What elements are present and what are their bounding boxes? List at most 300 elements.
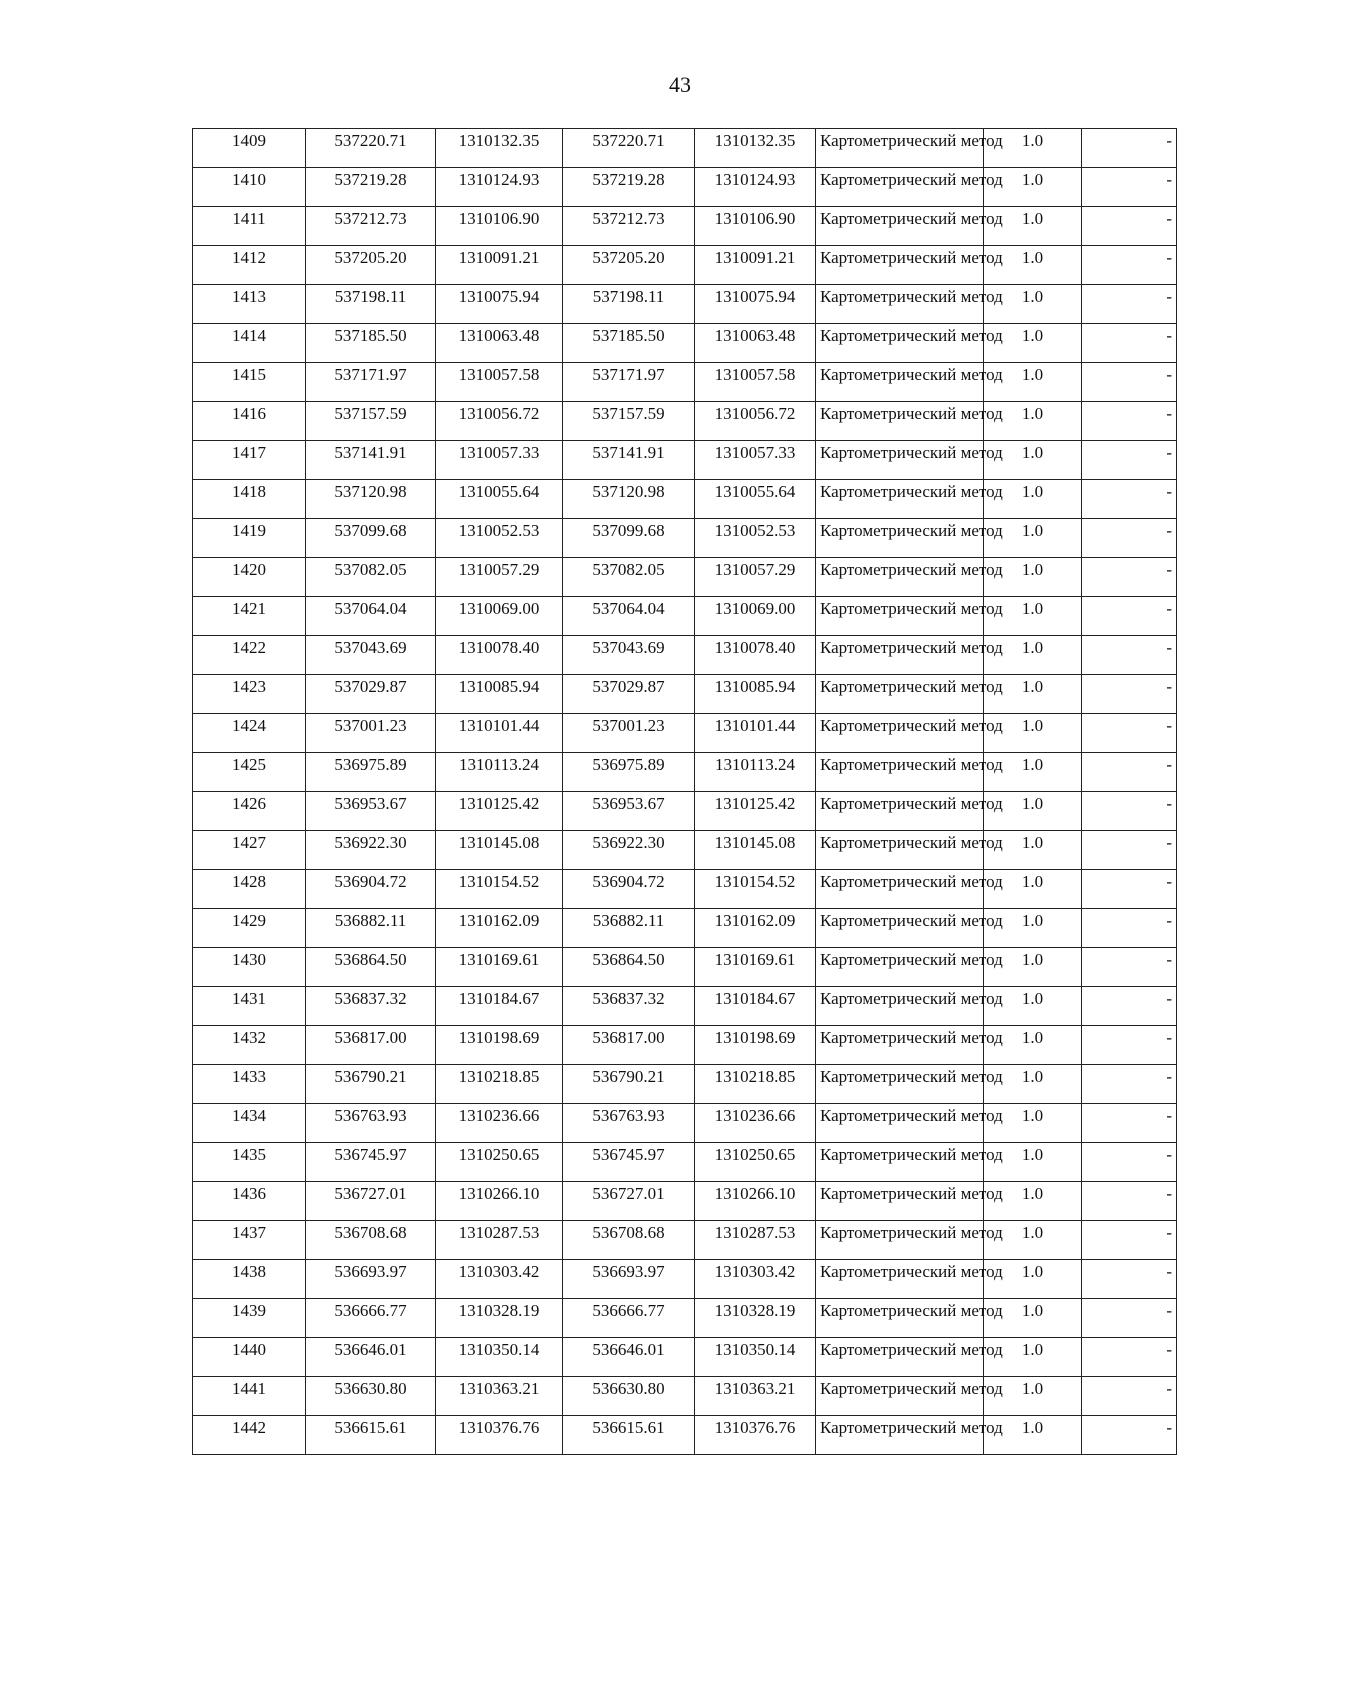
accuracy-cell: 1.0 (984, 519, 1082, 558)
method-cell: Картометрический метод (816, 558, 984, 597)
y-coordinate: 1310198.69 (436, 1026, 563, 1065)
x-coordinate: 536745.97 (306, 1143, 436, 1182)
note-cell: - (1082, 1143, 1177, 1182)
point-number: 1438 (193, 1260, 306, 1299)
y-coordinate: 1310250.65 (436, 1143, 563, 1182)
accuracy-cell: 1.0 (984, 246, 1082, 285)
table-row (193, 597, 1177, 636)
accuracy-cell: 1.0 (984, 1260, 1082, 1299)
table-row (193, 636, 1177, 675)
point-number: 1412 (193, 246, 306, 285)
table-row (193, 675, 1177, 714)
note-cell: - (1082, 324, 1177, 363)
y-coordinate-2: 1310075.94 (695, 285, 816, 324)
x-coordinate: 536708.68 (306, 1221, 436, 1260)
x-coordinate-2: 537171.97 (563, 363, 695, 402)
y-coordinate-2: 1310055.64 (695, 480, 816, 519)
method-cell: Картометрический метод (816, 987, 984, 1026)
x-coordinate: 537082.05 (306, 558, 436, 597)
method-cell: Картометрический метод (816, 441, 984, 480)
method-cell: Картометрический метод (816, 597, 984, 636)
y-coordinate: 1310113.24 (436, 753, 563, 792)
x-coordinate: 537064.04 (306, 597, 436, 636)
x-coordinate: 536630.80 (306, 1377, 436, 1416)
table-row (193, 1065, 1177, 1104)
x-coordinate: 537220.71 (306, 129, 436, 168)
y-coordinate: 1310145.08 (436, 831, 563, 870)
y-coordinate: 1310169.61 (436, 948, 563, 987)
method-cell: Картометрический метод (816, 1143, 984, 1182)
note-cell: - (1082, 636, 1177, 675)
table-row (193, 402, 1177, 441)
note-cell: - (1082, 480, 1177, 519)
y-coordinate-2: 1310125.42 (695, 792, 816, 831)
y-coordinate-2: 1310169.61 (695, 948, 816, 987)
table-row (193, 558, 1177, 597)
x-coordinate-2: 537205.20 (563, 246, 695, 285)
accuracy-cell: 1.0 (984, 441, 1082, 480)
y-coordinate: 1310124.93 (436, 168, 563, 207)
table-row (193, 129, 1177, 168)
y-coordinate-2: 1310101.44 (695, 714, 816, 753)
table-row (193, 753, 1177, 792)
y-coordinate-2: 1310063.48 (695, 324, 816, 363)
x-coordinate: 536666.77 (306, 1299, 436, 1338)
method-cell: Картометрический метод (816, 675, 984, 714)
y-coordinate: 1310052.53 (436, 519, 563, 558)
x-coordinate: 537205.20 (306, 246, 436, 285)
accuracy-cell: 1.0 (984, 1221, 1082, 1260)
x-coordinate-2: 537141.91 (563, 441, 695, 480)
y-coordinate: 1310266.10 (436, 1182, 563, 1221)
y-coordinate: 1310328.19 (436, 1299, 563, 1338)
point-number: 1418 (193, 480, 306, 519)
note-cell: - (1082, 1260, 1177, 1299)
point-number: 1431 (193, 987, 306, 1026)
table-row (193, 987, 1177, 1026)
method-cell: Картометрический метод (816, 402, 984, 441)
note-cell: - (1082, 870, 1177, 909)
x-coordinate: 536864.50 (306, 948, 436, 987)
table-row (193, 1221, 1177, 1260)
x-coordinate-2: 537082.05 (563, 558, 695, 597)
method-cell: Картометрический метод (816, 1182, 984, 1221)
x-coordinate: 536904.72 (306, 870, 436, 909)
y-coordinate-2: 1310113.24 (695, 753, 816, 792)
point-number: 1437 (193, 1221, 306, 1260)
x-coordinate-2: 536864.50 (563, 948, 695, 987)
y-coordinate: 1310236.66 (436, 1104, 563, 1143)
accuracy-cell: 1.0 (984, 987, 1082, 1026)
y-coordinate: 1310101.44 (436, 714, 563, 753)
y-coordinate-2: 1310078.40 (695, 636, 816, 675)
x-coordinate-2: 536693.97 (563, 1260, 695, 1299)
y-coordinate: 1310106.90 (436, 207, 563, 246)
y-coordinate-2: 1310184.67 (695, 987, 816, 1026)
point-number: 1429 (193, 909, 306, 948)
x-coordinate-2: 536817.00 (563, 1026, 695, 1065)
y-coordinate: 1310218.85 (436, 1065, 563, 1104)
x-coordinate: 537185.50 (306, 324, 436, 363)
y-coordinate: 1310091.21 (436, 246, 563, 285)
point-number: 1433 (193, 1065, 306, 1104)
x-coordinate-2: 537185.50 (563, 324, 695, 363)
note-cell: - (1082, 597, 1177, 636)
note-cell: - (1082, 207, 1177, 246)
point-number: 1419 (193, 519, 306, 558)
method-cell: Картометрический метод (816, 1104, 984, 1143)
table-row (193, 1260, 1177, 1299)
y-coordinate-2: 1310106.90 (695, 207, 816, 246)
accuracy-cell: 1.0 (984, 402, 1082, 441)
point-number: 1421 (193, 597, 306, 636)
x-coordinate-2: 537064.04 (563, 597, 695, 636)
x-coordinate-2: 536837.32 (563, 987, 695, 1026)
note-cell: - (1082, 792, 1177, 831)
x-coordinate-2: 536615.61 (563, 1416, 695, 1455)
note-cell: - (1082, 285, 1177, 324)
y-coordinate-2: 1310303.42 (695, 1260, 816, 1299)
note-cell: - (1082, 1338, 1177, 1377)
accuracy-cell: 1.0 (984, 1299, 1082, 1338)
accuracy-cell: 1.0 (984, 129, 1082, 168)
table-row (193, 480, 1177, 519)
x-coordinate-2: 537043.69 (563, 636, 695, 675)
table-row (193, 909, 1177, 948)
y-coordinate-2: 1310132.35 (695, 129, 816, 168)
note-cell: - (1082, 363, 1177, 402)
x-coordinate-2: 536882.11 (563, 909, 695, 948)
x-coordinate-2: 536666.77 (563, 1299, 695, 1338)
method-cell: Картометрический метод (816, 363, 984, 402)
method-cell: Картометрический метод (816, 909, 984, 948)
x-coordinate-2: 536975.89 (563, 753, 695, 792)
y-coordinate: 1310075.94 (436, 285, 563, 324)
accuracy-cell: 1.0 (984, 363, 1082, 402)
y-coordinate-2: 1310287.53 (695, 1221, 816, 1260)
point-number: 1414 (193, 324, 306, 363)
point-number: 1427 (193, 831, 306, 870)
table-row (193, 207, 1177, 246)
y-coordinate: 1310057.29 (436, 558, 563, 597)
note-cell: - (1082, 1182, 1177, 1221)
x-coordinate-2: 536763.93 (563, 1104, 695, 1143)
x-coordinate-2: 536790.21 (563, 1065, 695, 1104)
x-coordinate-2: 537099.68 (563, 519, 695, 558)
note-cell: - (1082, 1221, 1177, 1260)
x-coordinate: 537099.68 (306, 519, 436, 558)
method-cell: Картометрический метод (816, 207, 984, 246)
method-cell: Картометрический метод (816, 1299, 984, 1338)
x-coordinate: 537043.69 (306, 636, 436, 675)
method-cell: Картометрический метод (816, 636, 984, 675)
accuracy-cell: 1.0 (984, 909, 1082, 948)
note-cell: - (1082, 1026, 1177, 1065)
page-number: 43 (669, 72, 691, 97)
point-number: 1434 (193, 1104, 306, 1143)
method-cell: Картометрический метод (816, 285, 984, 324)
method-cell: Картометрический метод (816, 246, 984, 285)
note-cell: - (1082, 909, 1177, 948)
y-coordinate-2: 1310363.21 (695, 1377, 816, 1416)
x-coordinate: 536615.61 (306, 1416, 436, 1455)
y-coordinate-2: 1310069.00 (695, 597, 816, 636)
method-cell: Картометрический метод (816, 792, 984, 831)
accuracy-cell: 1.0 (984, 558, 1082, 597)
note-cell: - (1082, 1416, 1177, 1455)
y-coordinate-2: 1310052.53 (695, 519, 816, 558)
accuracy-cell: 1.0 (984, 1143, 1082, 1182)
point-number: 1416 (193, 402, 306, 441)
accuracy-cell: 1.0 (984, 1026, 1082, 1065)
x-coordinate-2: 536922.30 (563, 831, 695, 870)
y-coordinate: 1310055.64 (436, 480, 563, 519)
x-coordinate: 537120.98 (306, 480, 436, 519)
note-cell: - (1082, 675, 1177, 714)
y-coordinate-2: 1310236.66 (695, 1104, 816, 1143)
x-coordinate-2: 537219.28 (563, 168, 695, 207)
method-cell: Картометрический метод (816, 1338, 984, 1377)
note-cell: - (1082, 519, 1177, 558)
method-cell: Картометрический метод (816, 480, 984, 519)
method-cell: Картометрический метод (816, 870, 984, 909)
x-coordinate: 536727.01 (306, 1182, 436, 1221)
y-coordinate: 1310057.58 (436, 363, 563, 402)
y-coordinate: 1310132.35 (436, 129, 563, 168)
method-cell: Картометрический метод (816, 753, 984, 792)
point-number: 1411 (193, 207, 306, 246)
accuracy-cell: 1.0 (984, 324, 1082, 363)
x-coordinate: 537212.73 (306, 207, 436, 246)
method-cell: Картометрический метод (816, 324, 984, 363)
x-coordinate: 537198.11 (306, 285, 436, 324)
accuracy-cell: 1.0 (984, 792, 1082, 831)
accuracy-cell: 1.0 (984, 636, 1082, 675)
note-cell: - (1082, 1065, 1177, 1104)
y-coordinate-2: 1310057.58 (695, 363, 816, 402)
method-cell: Картометрический метод (816, 1260, 984, 1299)
note-cell: - (1082, 1104, 1177, 1143)
point-number: 1424 (193, 714, 306, 753)
table-row (193, 441, 1177, 480)
y-coordinate: 1310085.94 (436, 675, 563, 714)
y-coordinate-2: 1310350.14 (695, 1338, 816, 1377)
x-coordinate: 537157.59 (306, 402, 436, 441)
y-coordinate: 1310154.52 (436, 870, 563, 909)
coordinates-table (192, 128, 1177, 1455)
y-coordinate: 1310350.14 (436, 1338, 563, 1377)
x-coordinate-2: 536745.97 (563, 1143, 695, 1182)
point-number: 1422 (193, 636, 306, 675)
x-coordinate-2: 537220.71 (563, 129, 695, 168)
point-number: 1432 (193, 1026, 306, 1065)
table-row (193, 870, 1177, 909)
y-coordinate-2: 1310154.52 (695, 870, 816, 909)
y-coordinate: 1310063.48 (436, 324, 563, 363)
method-cell: Картометрический метод (816, 1221, 984, 1260)
y-coordinate-2: 1310085.94 (695, 675, 816, 714)
accuracy-cell: 1.0 (984, 948, 1082, 987)
table-row (193, 363, 1177, 402)
note-cell: - (1082, 441, 1177, 480)
x-coordinate: 536693.97 (306, 1260, 436, 1299)
method-cell: Картометрический метод (816, 948, 984, 987)
note-cell: - (1082, 129, 1177, 168)
x-coordinate-2: 536953.67 (563, 792, 695, 831)
point-number: 1413 (193, 285, 306, 324)
accuracy-cell: 1.0 (984, 753, 1082, 792)
table-row (193, 285, 1177, 324)
note-cell: - (1082, 246, 1177, 285)
accuracy-cell: 1.0 (984, 1377, 1082, 1416)
table-row (193, 519, 1177, 558)
accuracy-cell: 1.0 (984, 285, 1082, 324)
accuracy-cell: 1.0 (984, 1065, 1082, 1104)
method-cell: Картометрический метод (816, 1026, 984, 1065)
y-coordinate: 1310125.42 (436, 792, 563, 831)
accuracy-cell: 1.0 (984, 480, 1082, 519)
x-coordinate-2: 536904.72 (563, 870, 695, 909)
point-number: 1415 (193, 363, 306, 402)
x-coordinate-2: 537120.98 (563, 480, 695, 519)
point-number: 1430 (193, 948, 306, 987)
note-cell: - (1082, 168, 1177, 207)
table-row (193, 714, 1177, 753)
note-cell: - (1082, 1377, 1177, 1416)
y-coordinate-2: 1310056.72 (695, 402, 816, 441)
method-cell: Картометрический метод (816, 1065, 984, 1104)
x-coordinate-2: 537001.23 (563, 714, 695, 753)
x-coordinate: 536975.89 (306, 753, 436, 792)
accuracy-cell: 1.0 (984, 870, 1082, 909)
table-row (193, 831, 1177, 870)
table-row (193, 1299, 1177, 1338)
x-coordinate-2: 537157.59 (563, 402, 695, 441)
method-cell: Картометрический метод (816, 831, 984, 870)
x-coordinate-2: 536646.01 (563, 1338, 695, 1377)
x-coordinate: 536837.32 (306, 987, 436, 1026)
accuracy-cell: 1.0 (984, 1416, 1082, 1455)
point-number: 1442 (193, 1416, 306, 1455)
point-number: 1436 (193, 1182, 306, 1221)
accuracy-cell: 1.0 (984, 168, 1082, 207)
point-number: 1420 (193, 558, 306, 597)
y-coordinate: 1310184.67 (436, 987, 563, 1026)
y-coordinate: 1310287.53 (436, 1221, 563, 1260)
table-row (193, 1416, 1177, 1455)
x-coordinate: 536763.93 (306, 1104, 436, 1143)
accuracy-cell: 1.0 (984, 207, 1082, 246)
y-coordinate: 1310363.21 (436, 1377, 563, 1416)
point-number: 1428 (193, 870, 306, 909)
y-coordinate-2: 1310145.08 (695, 831, 816, 870)
note-cell: - (1082, 1299, 1177, 1338)
point-number: 1423 (193, 675, 306, 714)
note-cell: - (1082, 753, 1177, 792)
table-row (193, 1026, 1177, 1065)
x-coordinate: 536882.11 (306, 909, 436, 948)
method-cell: Картометрический метод (816, 129, 984, 168)
x-coordinate: 537171.97 (306, 363, 436, 402)
x-coordinate-2: 536708.68 (563, 1221, 695, 1260)
y-coordinate-2: 1310328.19 (695, 1299, 816, 1338)
y-coordinate-2: 1310218.85 (695, 1065, 816, 1104)
y-coordinate-2: 1310057.33 (695, 441, 816, 480)
method-cell: Картометрический метод (816, 1377, 984, 1416)
x-coordinate: 536953.67 (306, 792, 436, 831)
accuracy-cell: 1.0 (984, 831, 1082, 870)
note-cell: - (1082, 831, 1177, 870)
table-row (193, 1104, 1177, 1143)
point-number: 1440 (193, 1338, 306, 1377)
y-coordinate-2: 1310091.21 (695, 246, 816, 285)
accuracy-cell: 1.0 (984, 714, 1082, 753)
y-coordinate: 1310057.33 (436, 441, 563, 480)
y-coordinate: 1310078.40 (436, 636, 563, 675)
x-coordinate: 537001.23 (306, 714, 436, 753)
y-coordinate-2: 1310198.69 (695, 1026, 816, 1065)
x-coordinate: 536817.00 (306, 1026, 436, 1065)
method-cell: Картометрический метод (816, 714, 984, 753)
point-number: 1435 (193, 1143, 306, 1182)
y-coordinate: 1310056.72 (436, 402, 563, 441)
point-number: 1426 (193, 792, 306, 831)
x-coordinate-2: 537198.11 (563, 285, 695, 324)
y-coordinate-2: 1310250.65 (695, 1143, 816, 1182)
point-number: 1439 (193, 1299, 306, 1338)
table-row (193, 1377, 1177, 1416)
x-coordinate: 537029.87 (306, 675, 436, 714)
y-coordinate-2: 1310376.76 (695, 1416, 816, 1455)
accuracy-cell: 1.0 (984, 1338, 1082, 1377)
x-coordinate-2: 536630.80 (563, 1377, 695, 1416)
point-number: 1425 (193, 753, 306, 792)
point-number: 1410 (193, 168, 306, 207)
table-row (193, 168, 1177, 207)
method-cell: Картометрический метод (816, 1416, 984, 1455)
y-coordinate: 1310376.76 (436, 1416, 563, 1455)
table-row (193, 1143, 1177, 1182)
x-coordinate-2: 536727.01 (563, 1182, 695, 1221)
method-cell: Картометрический метод (816, 519, 984, 558)
point-number: 1441 (193, 1377, 306, 1416)
y-coordinate: 1310162.09 (436, 909, 563, 948)
note-cell: - (1082, 948, 1177, 987)
note-cell: - (1082, 402, 1177, 441)
x-coordinate: 536646.01 (306, 1338, 436, 1377)
y-coordinate: 1310069.00 (436, 597, 563, 636)
x-coordinate-2: 537212.73 (563, 207, 695, 246)
table-row (193, 324, 1177, 363)
x-coordinate: 537141.91 (306, 441, 436, 480)
note-cell: - (1082, 987, 1177, 1026)
table-body (193, 129, 1177, 1455)
y-coordinate-2: 1310162.09 (695, 909, 816, 948)
x-coordinate: 536922.30 (306, 831, 436, 870)
table-row (193, 246, 1177, 285)
x-coordinate-2: 537029.87 (563, 675, 695, 714)
x-coordinate: 537219.28 (306, 168, 436, 207)
y-coordinate-2: 1310057.29 (695, 558, 816, 597)
y-coordinate-2: 1310266.10 (695, 1182, 816, 1221)
table-row (193, 948, 1177, 987)
x-coordinate: 536790.21 (306, 1065, 436, 1104)
y-coordinate-2: 1310124.93 (695, 168, 816, 207)
y-coordinate: 1310303.42 (436, 1260, 563, 1299)
accuracy-cell: 1.0 (984, 1182, 1082, 1221)
table-row (193, 1338, 1177, 1377)
table-row (193, 792, 1177, 831)
